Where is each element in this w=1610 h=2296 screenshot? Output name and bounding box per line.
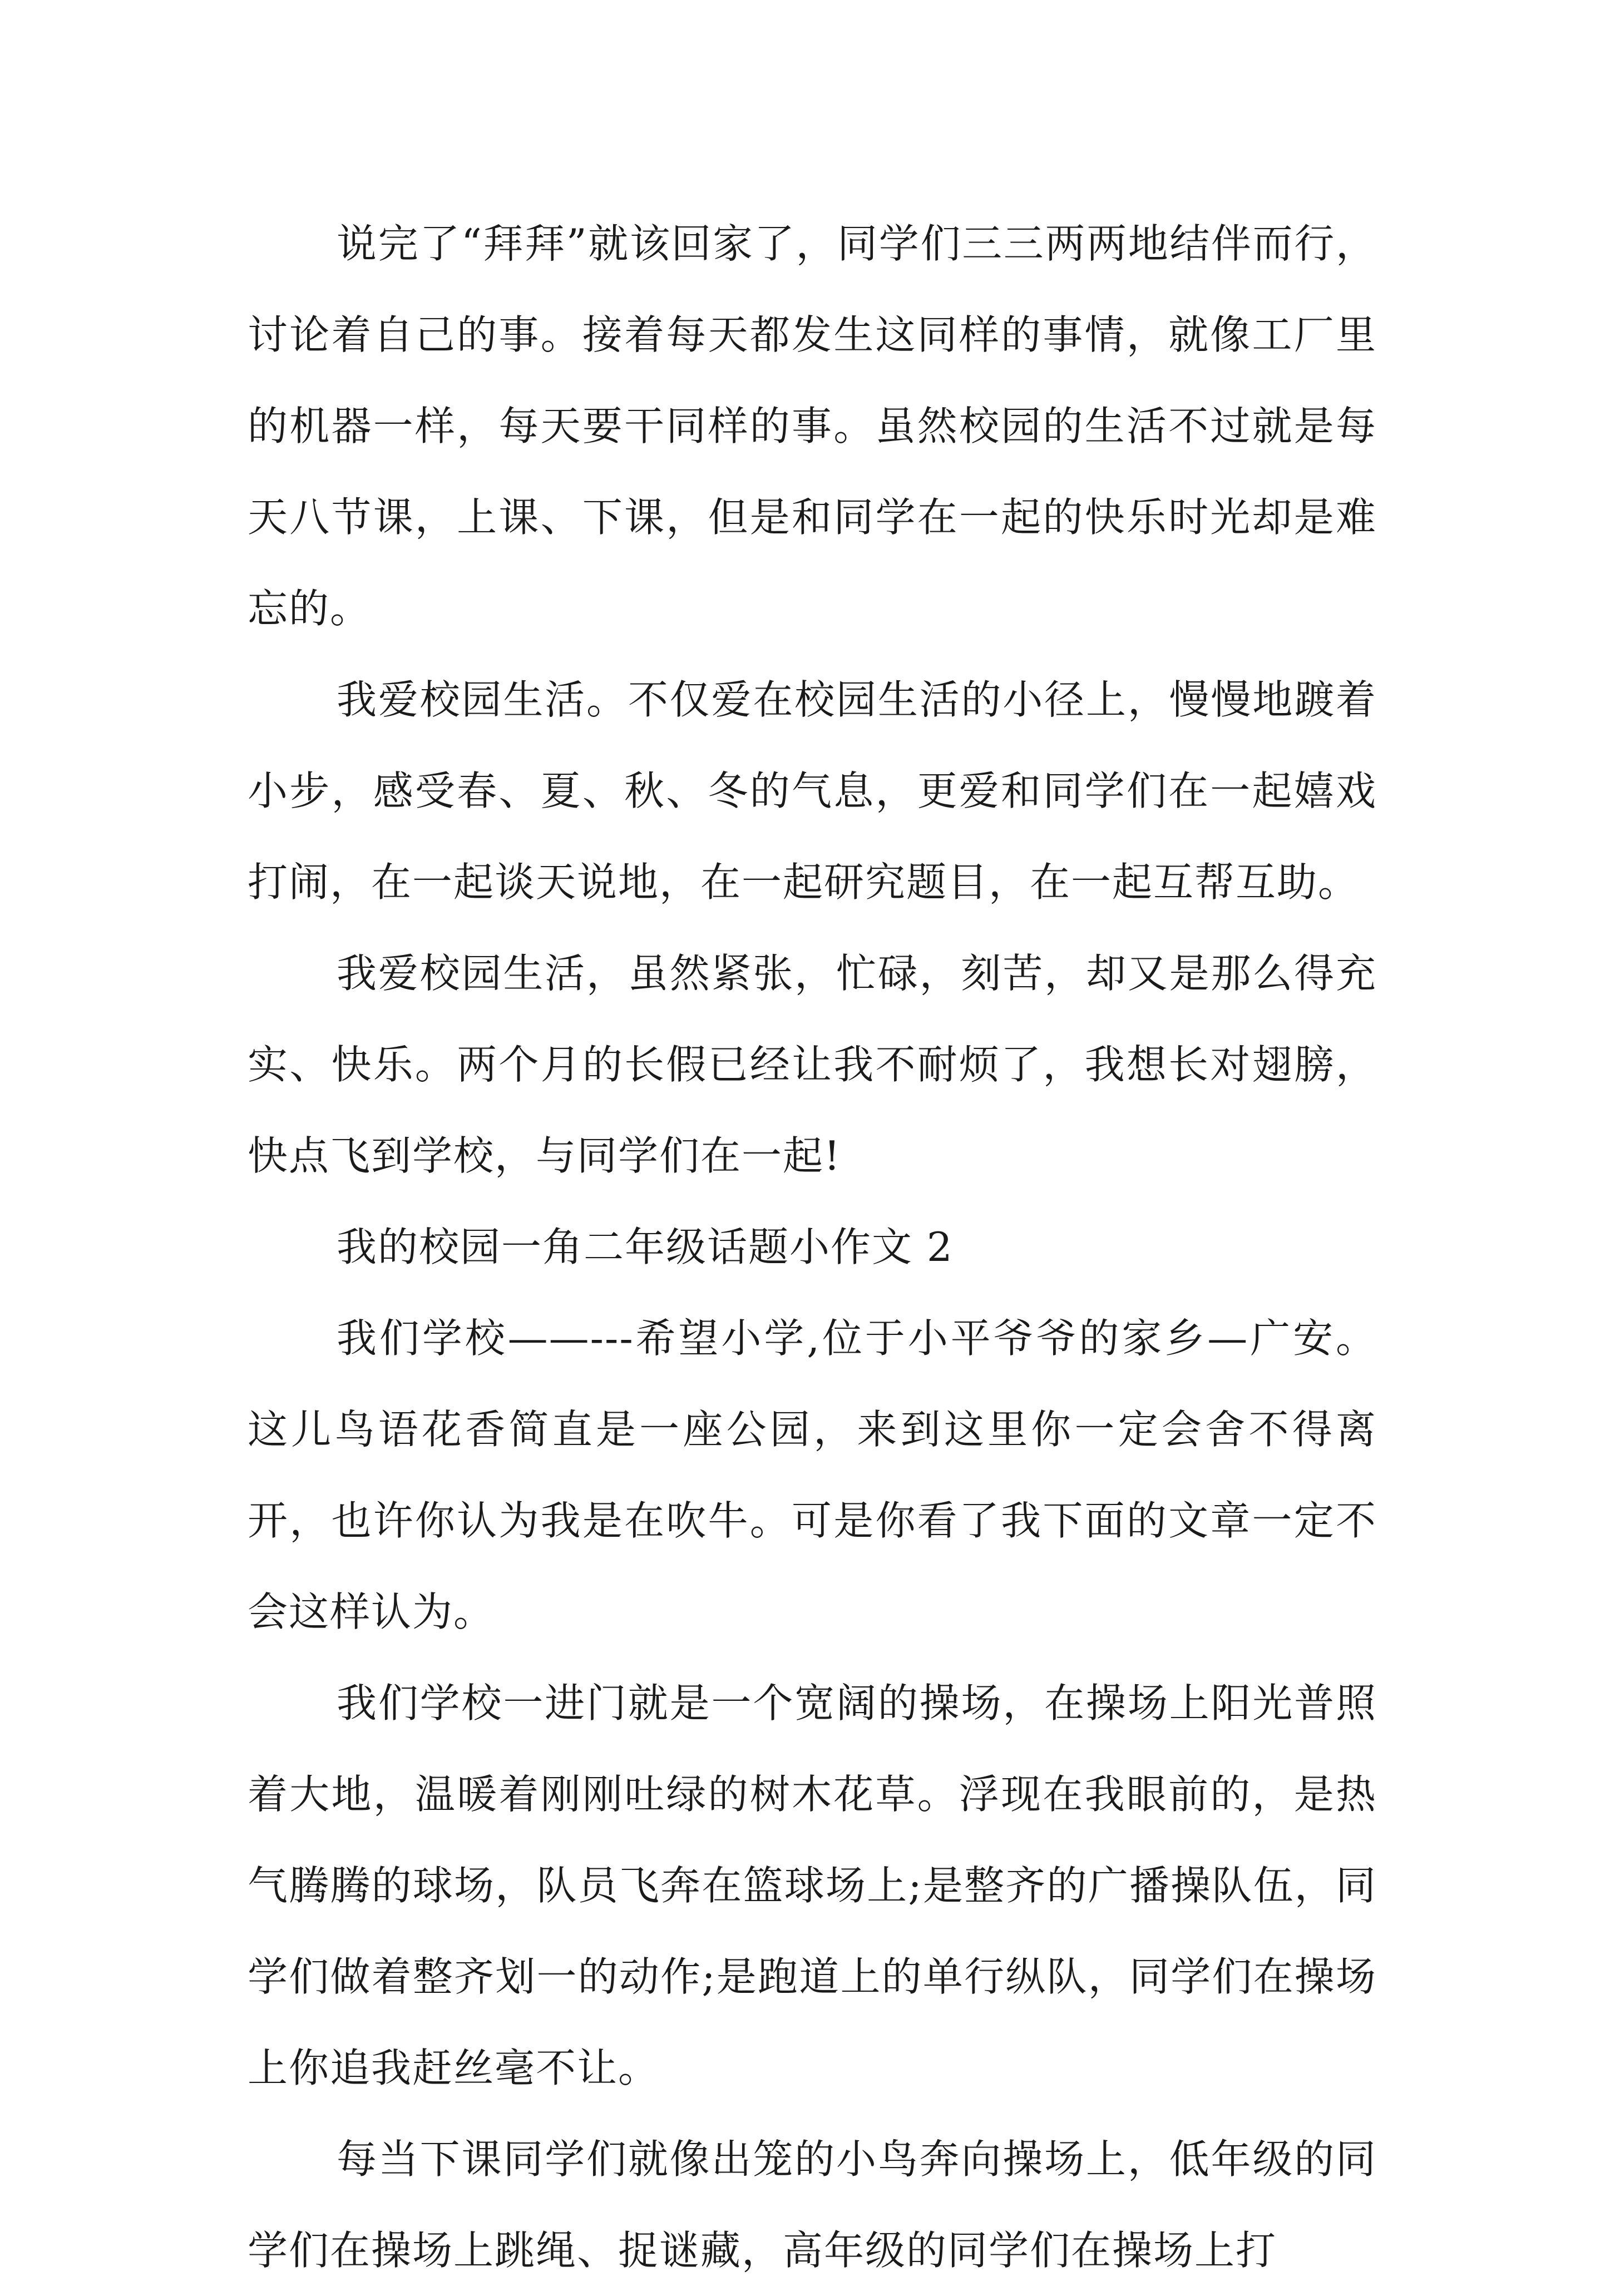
- paragraph: 每当下课同学们就像出笼的小鸟奔向操场上，低年级的同学们在操场上跳绳、捉谜藏，高年级的同学们在操场上打: [248, 2136, 1377, 2274]
- paragraph: 我们学校——---希望小学,位于小平爷爷的家乡—广安。这儿鸟语花香简直是一座公园，来到这里你一定会舍不得离开，也许你认为我是在吹牛。可是你看了我下面的文章一定不会这样认为。: [248, 1315, 1377, 1635]
- paragraph: 我爱校园生活，虽然紧张，忙碌，刻苦，却又是那么得充实、快乐。两个月的长假已经让我不耐烦了，我想长对翅膀，快点飞到学校，与同学们在一起!: [248, 950, 1377, 1179]
- document-body: [248, 198, 1377, 2296]
- paragraph: 我们学校一进门就是一个宽阔的操场，在操场上阳光普照着大地，温暖着刚刚吐绿的树木花草。浮现在我眼前的，是热气腾腾的球场，队员飞奔在篮球场上;是整齐的广播操队伍，同学们做着整齐划一的动作;是跑道上的单行纵队，同学们在操场上你追我赶丝毫不让。: [248, 1680, 1377, 2091]
- section-heading: 我的校园一角二年级话题小作文 2: [337, 1224, 954, 1270]
- paragraph: 我爱校园生活。不仅爱在校园生活的小径上，慢慢地踱着小步，感受春、夏、秋、冬的气息，更爱和同学们在一起嬉戏打闹，在一起谈天说地，在一起研究题目，在一起互帮互助。: [248, 676, 1377, 905]
- paragraph: 说完了“拜拜”就该回家了，同学们三三两两地结伴而行，讨论着自己的事。接着每天都发生这同样的事情，就像工厂里的机器一样，每天要干同样的事。虽然校园的生活不过就是每天八节课，上课、下课，但是和同学在一起的快乐时光却是难忘的。: [248, 220, 1377, 632]
